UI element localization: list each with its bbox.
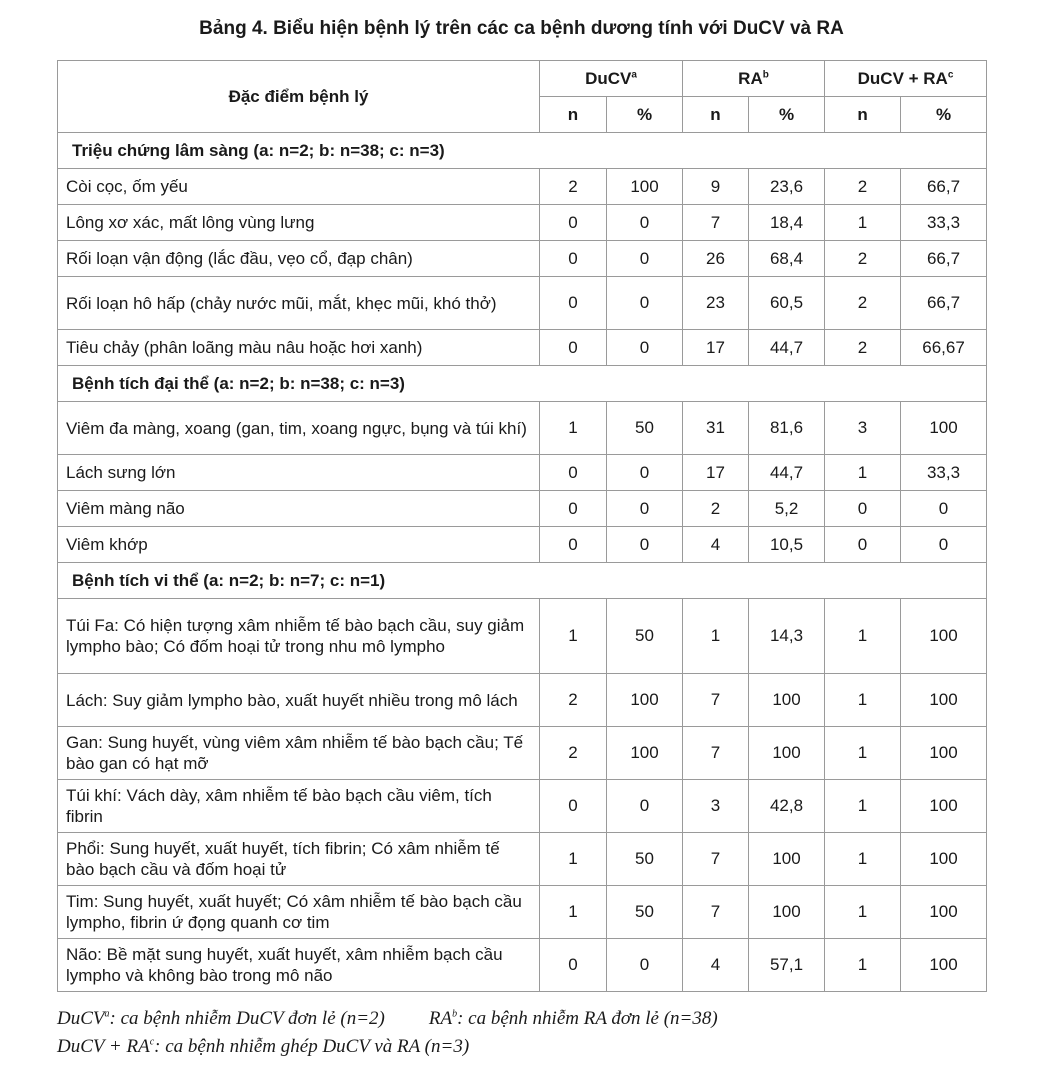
- table-row: [58, 241, 987, 277]
- cell-percent: 0: [607, 277, 683, 330]
- cell-n: 0: [540, 241, 607, 277]
- header-group-ducv-ra: DuCV + $RA^c$: [825, 61, 987, 97]
- table-row: [58, 780, 987, 833]
- cell-n: 1: [540, 402, 607, 455]
- row-label: Rối loạn hô hấp (chảy nước mũi, mắt, khẹc mũi, khó thở): [58, 277, 540, 330]
- cell-percent: 66,67: [901, 330, 987, 366]
- cell-n: 17: [683, 455, 749, 491]
- cell-n: 2: [825, 169, 901, 205]
- cell-percent: 100: [901, 599, 987, 674]
- cell-n: 0: [540, 330, 607, 366]
- cell-percent: 0: [901, 527, 987, 563]
- cell-n: 1: [683, 599, 749, 674]
- cell-n: 1: [825, 455, 901, 491]
- cell-n: 1: [825, 939, 901, 992]
- cell-percent: 14,3: [749, 599, 825, 674]
- cell-n: 2: [683, 491, 749, 527]
- row-label: Còi cọc, ốm yếu: [58, 169, 540, 205]
- table-row: [58, 674, 987, 727]
- table-row: [58, 205, 987, 241]
- row-label: Phổi: Sung huyết, xuất huyết, tích fibrin; Có xâm nhiễm tế bào bạch cầu và đốm hoại tử: [58, 833, 540, 886]
- cell-percent: 60,5: [749, 277, 825, 330]
- footnote-ducv-ra: DuCV + $RA^c$: ca bệnh nhiễm ghép DuCV và RA (n=3): [57, 1036, 470, 1057]
- cell-n: 4: [683, 939, 749, 992]
- cell-n: 7: [683, 886, 749, 939]
- row-label: Rối loạn vận động (lắc đầu, vẹo cổ, đạp chân): [58, 241, 540, 277]
- cell-n: 0: [540, 277, 607, 330]
- cell-n: 1: [540, 599, 607, 674]
- header-group-ra: $RA^b$: [683, 61, 825, 97]
- cell-percent: 0: [607, 205, 683, 241]
- cell-n: 0: [540, 780, 607, 833]
- footnote-line-1: [57, 1008, 718, 1030]
- row-label: Lách: Suy giảm lympho bào, xuất huyết nhiều trong mô lách: [58, 674, 540, 727]
- section-row: [58, 563, 987, 599]
- cell-percent: 0: [607, 491, 683, 527]
- section-title: Triệu chứng lâm sàng (a: n=2; b: n=38; c: n=3): [58, 133, 987, 169]
- cell-n: 0: [825, 491, 901, 527]
- table-row: [58, 330, 987, 366]
- cell-percent: 44,7: [749, 330, 825, 366]
- section-row: [58, 133, 987, 169]
- header-pct: %: [901, 97, 987, 133]
- cell-n: 1: [825, 886, 901, 939]
- cell-percent: 100: [607, 674, 683, 727]
- cell-percent: 66,7: [901, 277, 987, 330]
- cell-percent: 50: [607, 402, 683, 455]
- table-row: [58, 169, 987, 205]
- table-row: [58, 833, 987, 886]
- cell-n: 1: [540, 886, 607, 939]
- section-title: Bệnh tích đại thể (a: n=2; b: n=38; c: n=3): [58, 366, 987, 402]
- cell-percent: 66,7: [901, 169, 987, 205]
- cell-percent: 68,4: [749, 241, 825, 277]
- table-row: [58, 886, 987, 939]
- cell-n: 1: [540, 833, 607, 886]
- cell-n: 2: [540, 169, 607, 205]
- cell-percent: 81,6: [749, 402, 825, 455]
- table-row: [58, 455, 987, 491]
- row-label: Viêm đa màng, xoang (gan, tim, xoang ngực, bụng và túi khí): [58, 402, 540, 455]
- table-body: [58, 133, 987, 992]
- cell-n: 17: [683, 330, 749, 366]
- cell-percent: 0: [607, 780, 683, 833]
- header-n: n: [683, 97, 749, 133]
- cell-n: 2: [540, 674, 607, 727]
- cell-n: 0: [540, 491, 607, 527]
- table-row: [58, 491, 987, 527]
- cell-percent: 100: [901, 939, 987, 992]
- cell-n: 0: [825, 527, 901, 563]
- table-header: [58, 61, 987, 133]
- header-n: n: [825, 97, 901, 133]
- table-row: [58, 727, 987, 780]
- cell-n: 31: [683, 402, 749, 455]
- row-label: Tiêu chảy (phân loãng màu nâu hoặc hơi xanh): [58, 330, 540, 366]
- row-label: Túi khí: Vách dày, xâm nhiễm tế bào bạch cầu viêm, tích fibrin: [58, 780, 540, 833]
- cell-n: 23: [683, 277, 749, 330]
- cell-percent: 5,2: [749, 491, 825, 527]
- cell-percent: 100: [749, 674, 825, 727]
- cell-n: 2: [825, 241, 901, 277]
- cell-percent: 100: [901, 886, 987, 939]
- cell-n: 7: [683, 727, 749, 780]
- cell-n: 9: [683, 169, 749, 205]
- row-label: Não: Bề mặt sung huyết, xuất huyết, xâm nhiễm bạch cầu lympho và không bào trong mô não: [58, 939, 540, 992]
- section-title: Bệnh tích vi thể (a: n=2; b: n=7; c: n=1): [58, 563, 987, 599]
- cell-n: 1: [825, 205, 901, 241]
- cell-percent: 100: [607, 169, 683, 205]
- cell-n: 26: [683, 241, 749, 277]
- cell-percent: 10,5: [749, 527, 825, 563]
- header-group-ducv: DuCV$^a$: [540, 61, 683, 97]
- cell-percent: 100: [749, 886, 825, 939]
- table-row: [58, 939, 987, 992]
- cell-percent: 50: [607, 886, 683, 939]
- cell-n: 1: [825, 599, 901, 674]
- cell-percent: 100: [749, 833, 825, 886]
- cell-percent: 33,3: [901, 455, 987, 491]
- cell-percent: 0: [607, 455, 683, 491]
- pathology-table: [57, 60, 987, 992]
- table-row: [58, 527, 987, 563]
- cell-n: 1: [825, 833, 901, 886]
- footnote-line-2: [57, 1036, 469, 1058]
- cell-n: 3: [683, 780, 749, 833]
- cell-percent: 100: [749, 727, 825, 780]
- footnote-ducv: DuCV$^a$: ca bệnh nhiễm DuCV đơn lẻ (n=2): [57, 1008, 385, 1029]
- cell-percent: 50: [607, 599, 683, 674]
- cell-n: 0: [540, 939, 607, 992]
- row-label: Lông xơ xác, mất lông vùng lưng: [58, 205, 540, 241]
- table-row: [58, 277, 987, 330]
- cell-n: 3: [825, 402, 901, 455]
- row-label: Viêm khớp: [58, 527, 540, 563]
- cell-percent: 0: [901, 491, 987, 527]
- header-feature: Đặc điểm bệnh lý: [58, 61, 540, 133]
- cell-percent: 50: [607, 833, 683, 886]
- footnote-ra: $RA^b$: ca bệnh nhiễm RA đơn lẻ (n=38): [428, 1008, 718, 1029]
- cell-n: 0: [540, 455, 607, 491]
- cell-n: 1: [825, 780, 901, 833]
- cell-n: 0: [540, 205, 607, 241]
- cell-n: 0: [540, 527, 607, 563]
- cell-n: 2: [825, 277, 901, 330]
- row-label: Viêm màng não: [58, 491, 540, 527]
- cell-percent: 100: [901, 833, 987, 886]
- cell-percent: 57,1: [749, 939, 825, 992]
- row-label: Lách sưng lớn: [58, 455, 540, 491]
- cell-n: 1: [825, 727, 901, 780]
- cell-n: 7: [683, 674, 749, 727]
- cell-n: 4: [683, 527, 749, 563]
- table-row: [58, 402, 987, 455]
- table-row: [58, 599, 987, 674]
- cell-percent: 18,4: [749, 205, 825, 241]
- cell-percent: 66,7: [901, 241, 987, 277]
- row-label: Tim: Sung huyết, xuất huyết; Có xâm nhiễm tế bào bạch cầu lympho, fibrin ứ đọng quanh cơ tim: [58, 886, 540, 939]
- cell-percent: 33,3: [901, 205, 987, 241]
- cell-percent: 0: [607, 527, 683, 563]
- cell-n: 1: [825, 674, 901, 727]
- cell-n: 2: [825, 330, 901, 366]
- header-n: n: [540, 97, 607, 133]
- cell-percent: 23,6: [749, 169, 825, 205]
- row-label: Gan: Sung huyết, vùng viêm xâm nhiễm tế bào bạch cầu; Tế bào gan có hạt mỡ: [58, 727, 540, 780]
- cell-n: 2: [540, 727, 607, 780]
- cell-percent: 100: [901, 780, 987, 833]
- header-pct: %: [749, 97, 825, 133]
- cell-n: 7: [683, 833, 749, 886]
- table-title: Bảng 4. Biểu hiện bệnh lý trên các ca bệnh dương tính với DuCV và RA: [199, 18, 844, 39]
- cell-percent: 100: [607, 727, 683, 780]
- cell-percent: 0: [607, 939, 683, 992]
- cell-percent: 42,8: [749, 780, 825, 833]
- header-pct: %: [607, 97, 683, 133]
- cell-percent: 0: [607, 330, 683, 366]
- cell-percent: 100: [901, 402, 987, 455]
- cell-percent: 44,7: [749, 455, 825, 491]
- cell-percent: 0: [607, 241, 683, 277]
- cell-n: 7: [683, 205, 749, 241]
- section-row: [58, 366, 987, 402]
- row-label: Túi Fa: Có hiện tượng xâm nhiễm tế bào bạch cầu, suy giảm lympho bào; Có đốm hoại tử trong nhu mô lympho: [58, 599, 540, 674]
- cell-percent: 100: [901, 727, 987, 780]
- cell-percent: 100: [901, 674, 987, 727]
